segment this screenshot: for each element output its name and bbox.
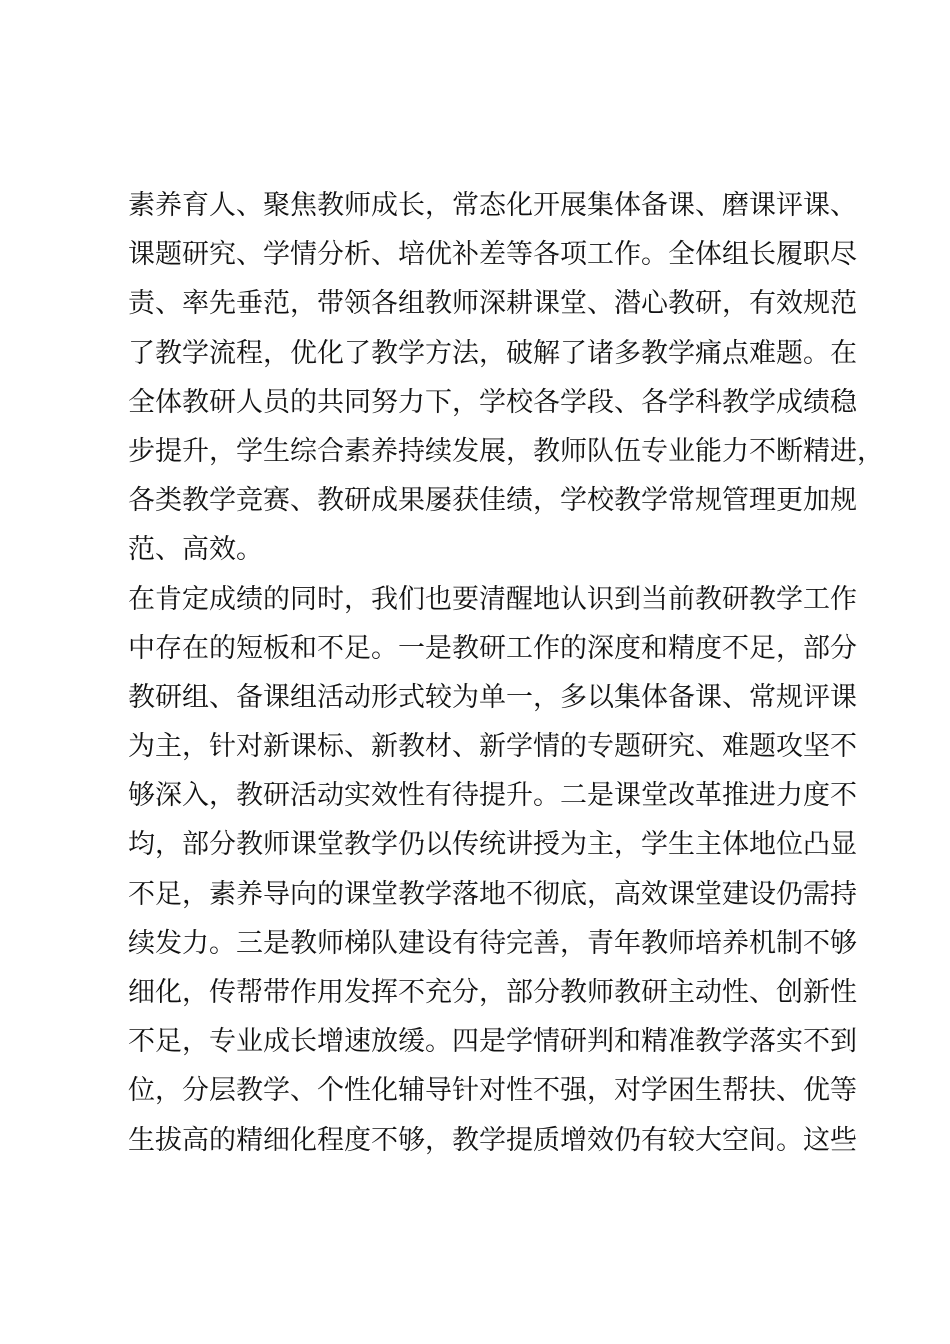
text-line: 生拔高的精细化程度不够，教学提质增效仍有较大空间。这些 [128, 1124, 857, 1156]
text-line: 续发力。三是教师梯队建设有待完善，青年教师培养机制不够 [128, 927, 857, 959]
text-line: 教研组、备课组活动形式较为单一，多以集体备课、常规评课 [128, 681, 857, 713]
text-line: 素养育人、聚焦教师成长，常态化开展集体备课、磨课评课、 [128, 190, 857, 221]
text-line: 在肯定成绩的同时，我们也要清醒地认识到当前教研教学工作 [128, 583, 857, 615]
text-line: 了教学流程，优化了教学方法，破解了诸多教学痛点难题。在 [128, 337, 857, 369]
text-line: 课题研究、学情分析、培优补差等各项工作。全体组长履职尽 [128, 239, 857, 271]
text-line: 不足，专业成长增速放缓。四是学情研判和精准教学落实不到 [128, 1026, 857, 1058]
text-line: 范、高效。 [128, 534, 263, 566]
text-line: 责、率先垂范，带领各组教师深耕课堂、潜心教研，有效规范 [128, 288, 857, 320]
text-line: 中存在的短板和不足。一是教研工作的深度和精度不足，部分 [128, 632, 857, 664]
text-line: 细化，传帮带作用发挥不充分，部分教师教研主动性、创新性 [128, 977, 857, 1008]
text-line: 为主，针对新课标、新教材、新学情的专题研究、难题攻坚不 [128, 731, 857, 763]
text-line: 不足，素养导向的课堂教学落地不彻底，高效课堂建设仍需持 [128, 878, 857, 910]
document-body [128, 181, 884, 1165]
text-line: 步提升，学生综合素养持续发展，教师队伍专业能力不断精进， [128, 435, 884, 467]
text-line: 均，部分教师课堂教学仍以传统讲授为主，学生主体地位凸显 [128, 829, 857, 861]
text-line: 全体教研人员的共同努力下，学校各学段、各学科教学成绩稳 [128, 386, 857, 418]
text-line: 位，分层教学、个性化辅导针对性不强，对学困生帮扶、优等 [128, 1075, 857, 1107]
text-line: 够深入，教研活动实效性有待提升。二是课堂改革推进力度不 [128, 780, 857, 812]
text-line: 各类教学竞赛、教研成果屡获佳绩，学校教学常规管理更加规 [128, 485, 857, 517]
